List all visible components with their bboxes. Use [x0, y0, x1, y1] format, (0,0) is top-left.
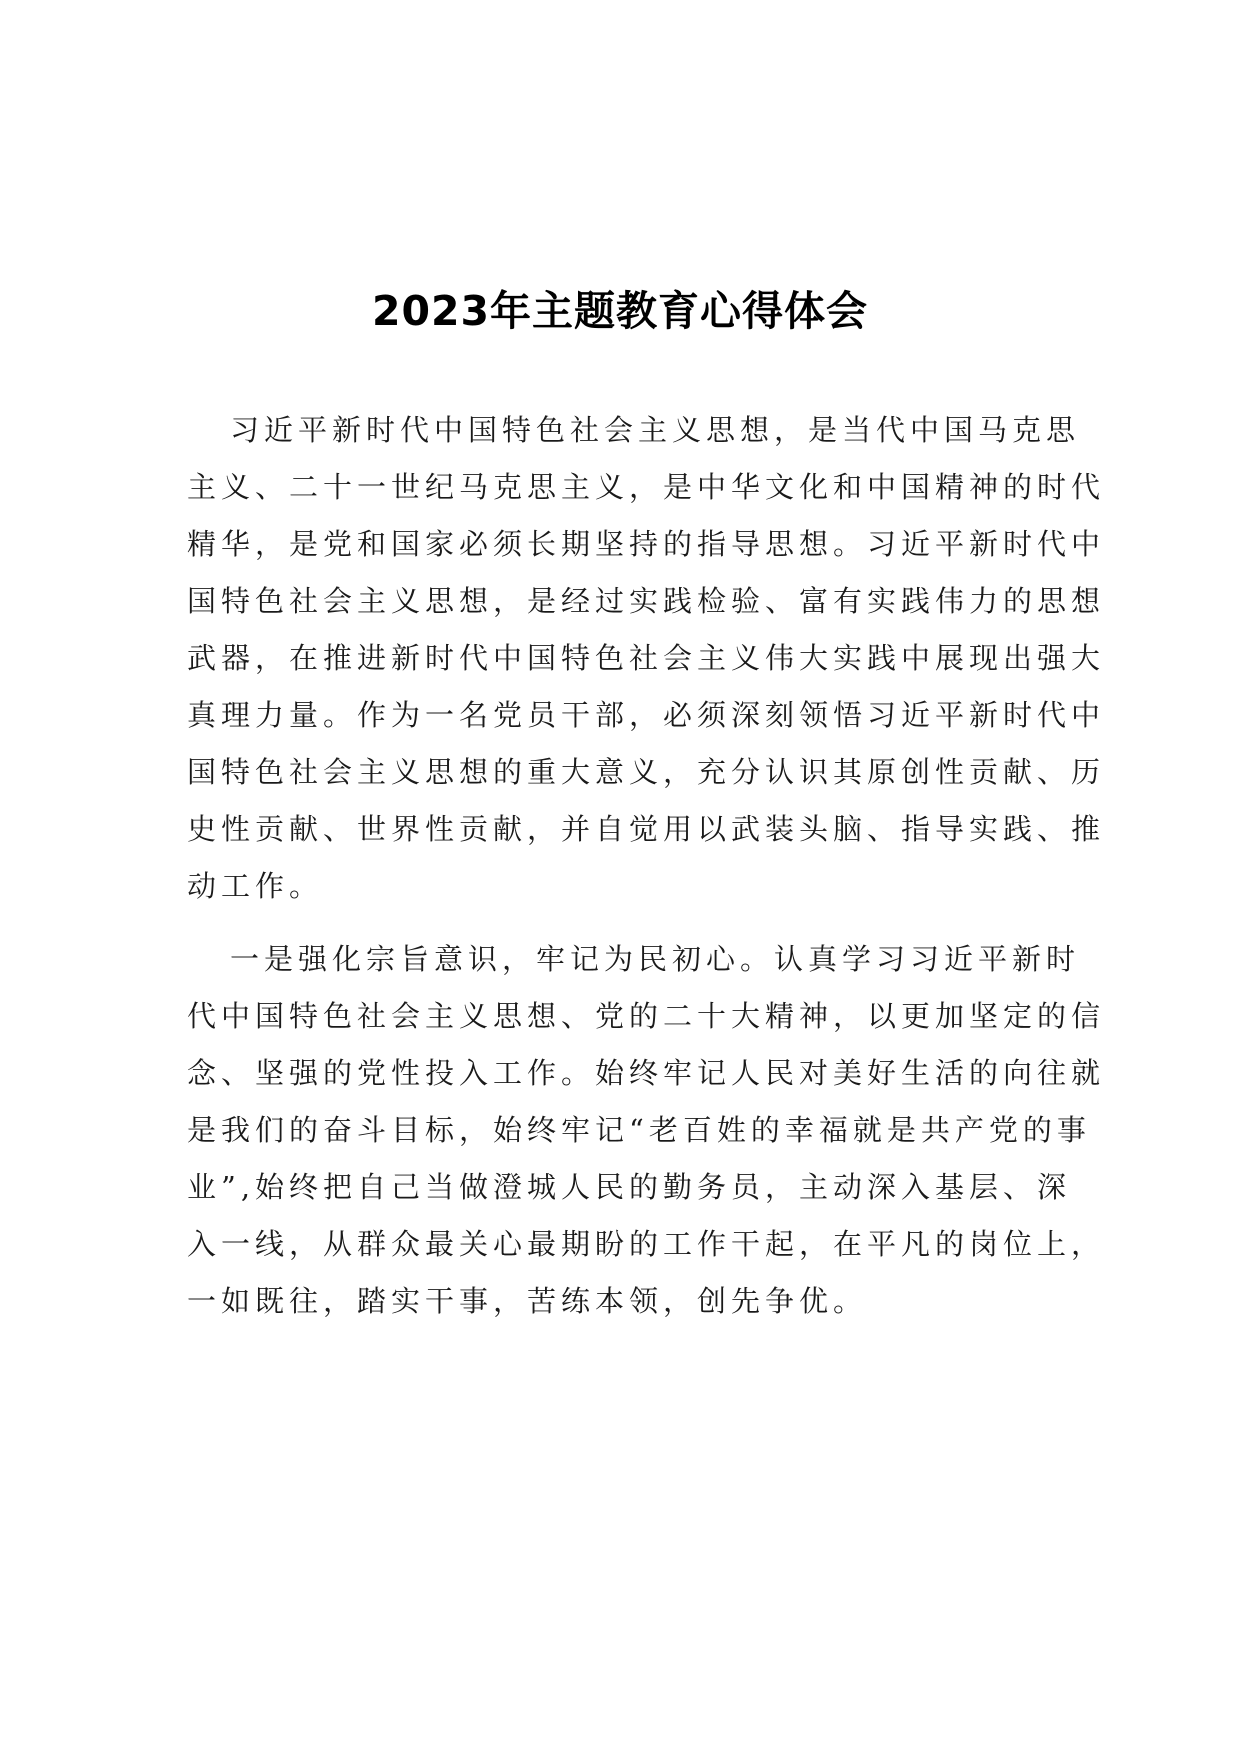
text-line: 国特色社会主义思想，是经过实践检验、富有实践伟力的思想 — [187, 584, 1106, 618]
text-line: 国特色社会主义思想的重大意义，充分认识其原创性贡献、历 — [187, 755, 1106, 789]
paragraph-2 — [187, 931, 1106, 1330]
text-line: 真理力量。作为一名党员干部，必须深刻领悟习近平新时代中 — [187, 698, 1106, 732]
text-line: 动工作。 — [187, 869, 324, 903]
text-line: 业”,始终把自己当做澄城人民的勤务员，主动深入基层、深 — [187, 1170, 1072, 1204]
text-line: 入一线，从群众最关心最期盼的工作干起，在平凡的岗位上， — [187, 1227, 1106, 1261]
text-line: 习近平新时代中国特色社会主义思想，是当代中国马克思 — [230, 413, 1081, 447]
text-line: 史性贡献、世界性贡献，并自觉用以武装头脑、指导实践、推 — [187, 812, 1106, 846]
text-line: 武器，在推进新时代中国特色社会主义伟大实践中展现出强大 — [187, 641, 1106, 675]
text-line: 一是强化宗旨意识，牢记为民初心。认真学习习近平新时 — [230, 942, 1081, 976]
paragraph-1 — [187, 402, 1106, 915]
document-title: 2023年主题教育心得体会 — [371, 287, 869, 335]
text-line: 是我们的奋斗目标，始终牢记“老百姓的幸福就是共产党的事 — [187, 1113, 1091, 1147]
text-line: 精华，是党和国家必须长期坚持的指导思想。习近平新时代中 — [187, 527, 1106, 561]
text-line: 念、坚强的党性投入工作。始终牢记人民对美好生活的向往就 — [187, 1056, 1106, 1090]
text-line: 主义、二十一世纪马克思主义，是中华文化和中国精神的时代 — [187, 470, 1106, 504]
text-line: 代中国特色社会主义思想、党的二十大精神，以更加坚定的信 — [187, 999, 1106, 1033]
text-line: 一如既往，踏实干事，苦练本领，创先争优。 — [187, 1284, 868, 1318]
